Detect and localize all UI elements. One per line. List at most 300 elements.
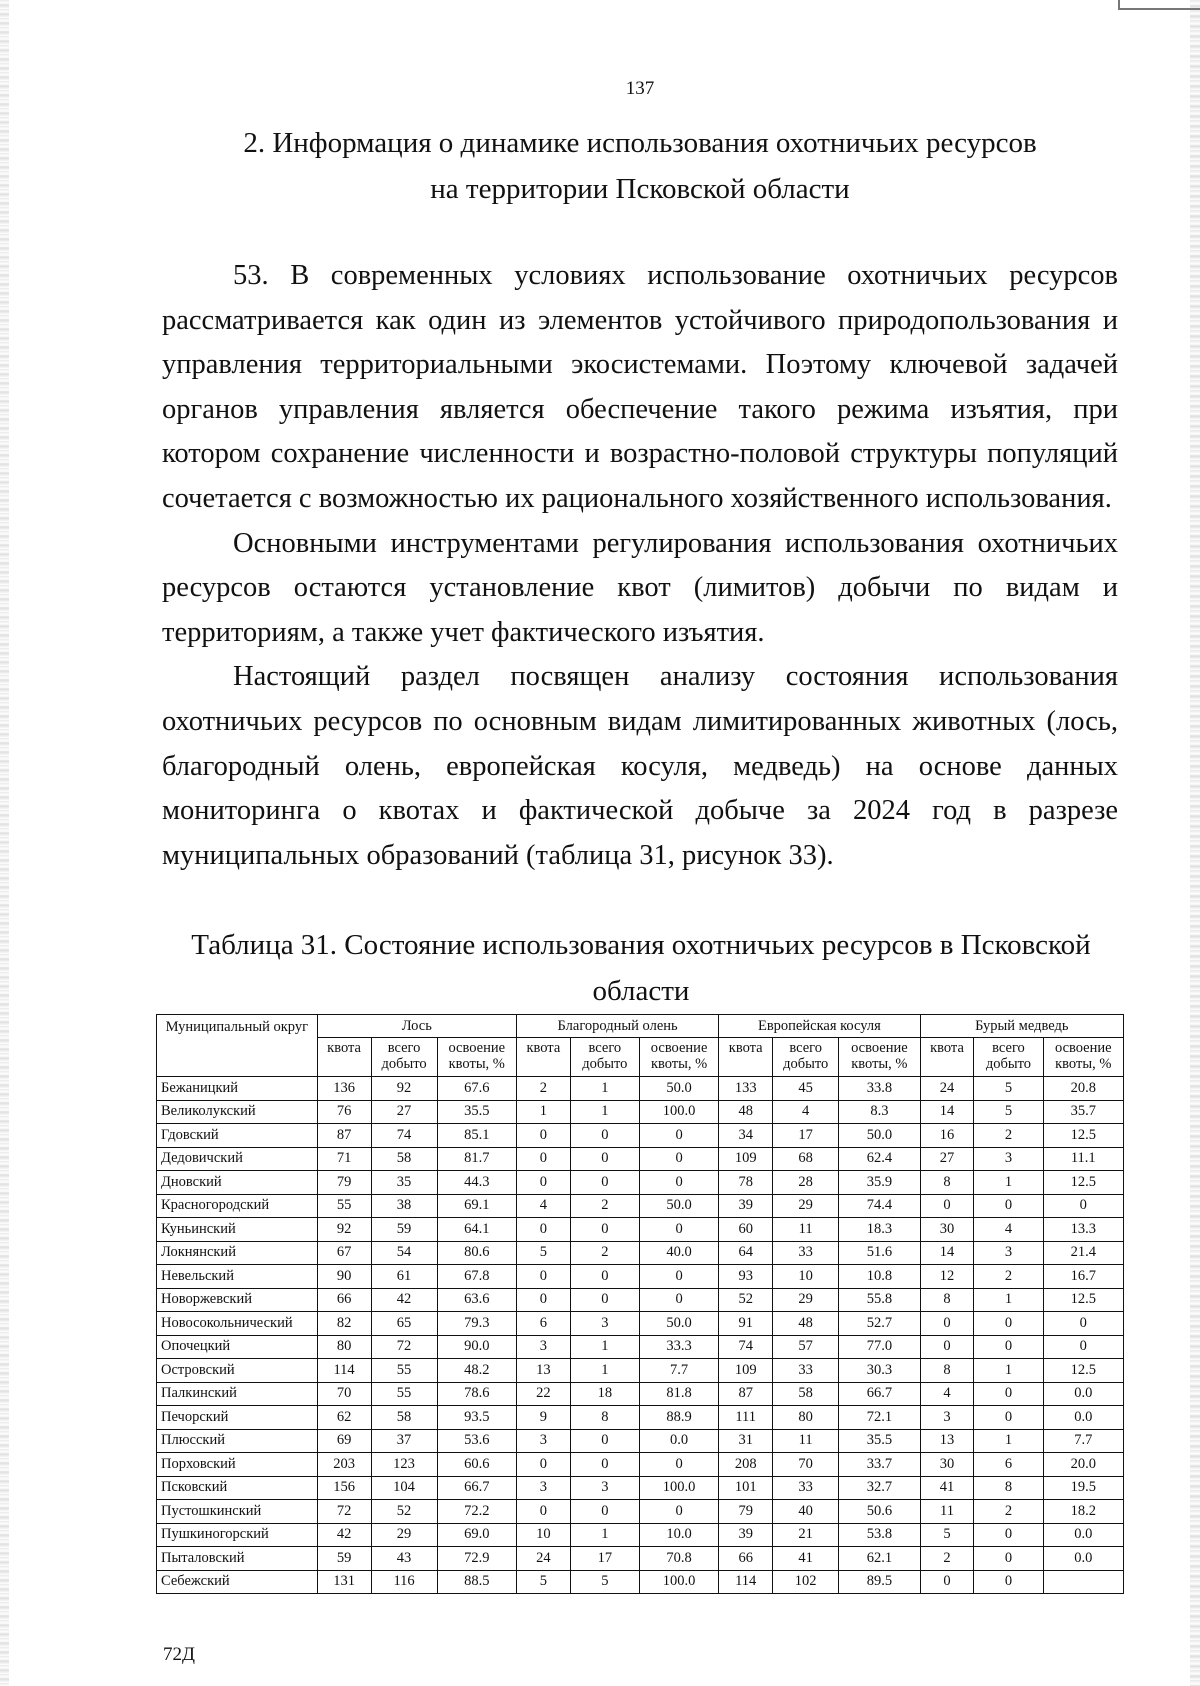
municipality-name: Пустошкинский: [157, 1500, 318, 1524]
table-row: [157, 1406, 1124, 1430]
municipality-name: Печорский: [157, 1406, 318, 1430]
table-cell: 12.5: [1043, 1171, 1123, 1195]
table-cell: 72: [371, 1335, 437, 1359]
municipality-name: Дедовичский: [157, 1147, 318, 1171]
municipality-name: Пушкиногорский: [157, 1523, 318, 1547]
table-cell: 55: [317, 1194, 371, 1218]
table-cell: 66.7: [437, 1476, 516, 1500]
table-row: [157, 1359, 1124, 1383]
table-cell: 104: [371, 1476, 437, 1500]
municipality-name: Себежский: [157, 1570, 318, 1594]
table-cell: 65: [371, 1312, 437, 1336]
table-cell: 38: [371, 1194, 437, 1218]
table-cell: 5: [920, 1523, 974, 1547]
table-row: [157, 1124, 1124, 1148]
table-cell: 14: [920, 1241, 974, 1265]
table-cell: 109: [719, 1147, 773, 1171]
table-cell: 82: [317, 1312, 371, 1336]
column-header-harvested: всего добыто: [773, 1038, 839, 1077]
table-cell: 74: [719, 1335, 773, 1359]
table-cell: 67.8: [437, 1265, 516, 1289]
table-cell: 55.8: [839, 1288, 920, 1312]
table-cell: 2: [974, 1265, 1043, 1289]
table-cell: 10: [773, 1265, 839, 1289]
table-cell: 66.7: [839, 1382, 920, 1406]
municipality-name: Гдовский: [157, 1124, 318, 1148]
table-cell: 0: [570, 1171, 639, 1195]
group-header-red-deer: Благородный олень: [516, 1015, 718, 1038]
table-cell: 4: [773, 1100, 839, 1124]
municipality-name: Локнянский: [157, 1241, 318, 1265]
column-header-harvested: всего добыто: [371, 1038, 437, 1077]
table-cell: 68: [773, 1147, 839, 1171]
table-cell: 79: [719, 1500, 773, 1524]
table-cell: 51.6: [839, 1241, 920, 1265]
table-cell: 33: [773, 1241, 839, 1265]
municipality-name: Новоржевский: [157, 1288, 318, 1312]
table-cell: 8: [974, 1476, 1043, 1500]
table-row: [157, 1312, 1124, 1336]
municipality-name: Куньинский: [157, 1218, 318, 1242]
table-cell: 27: [920, 1147, 974, 1171]
table-cell: 0: [639, 1453, 718, 1477]
table-cell: 0: [516, 1265, 570, 1289]
table-cell: 39: [719, 1523, 773, 1547]
table-cell: 8.3: [839, 1100, 920, 1124]
table-cell: 0: [570, 1218, 639, 1242]
table-cell: 62.4: [839, 1147, 920, 1171]
table-cell: 0: [920, 1570, 974, 1594]
table-cell: 24: [920, 1077, 974, 1101]
table-cell: 45: [773, 1077, 839, 1101]
column-header-quota: квота: [719, 1038, 773, 1077]
table-row: [157, 1476, 1124, 1500]
table-cell: 133: [719, 1077, 773, 1101]
table-cell: 131: [317, 1570, 371, 1594]
table-cell: 89.5: [839, 1570, 920, 1594]
table-cell: 87: [719, 1382, 773, 1406]
table-cell: 11: [920, 1500, 974, 1524]
table-cell: 0: [570, 1124, 639, 1148]
table-cell: 11.1: [1043, 1147, 1123, 1171]
municipality-name: Великолукский: [157, 1100, 318, 1124]
table-cell: 5: [570, 1570, 639, 1594]
table-cell: 70: [317, 1382, 371, 1406]
table-cell: 0: [516, 1453, 570, 1477]
municipality-name: Невельский: [157, 1265, 318, 1289]
table-cell: 42: [317, 1523, 371, 1547]
scan-edge-right: [1190, 0, 1200, 1686]
table-cell: 74: [371, 1124, 437, 1148]
table-cell: 50.0: [639, 1312, 718, 1336]
table-cell: 16.7: [1043, 1265, 1123, 1289]
table-cell: 35.5: [839, 1429, 920, 1453]
table-cell: 58: [371, 1147, 437, 1171]
table-cell: 53.6: [437, 1429, 516, 1453]
table-cell: 208: [719, 1453, 773, 1477]
table-cell: 29: [371, 1523, 437, 1547]
table-cell: 1: [974, 1429, 1043, 1453]
table-cell: 72: [317, 1500, 371, 1524]
table-cell: 3: [570, 1312, 639, 1336]
table-cell: 33.7: [839, 1453, 920, 1477]
table-cell: 27: [371, 1100, 437, 1124]
table-cell: 5: [516, 1241, 570, 1265]
table-cell: 0: [516, 1147, 570, 1171]
table-cell: 0.0: [639, 1429, 718, 1453]
table-cell: 17: [570, 1547, 639, 1571]
table-cell: 13: [516, 1359, 570, 1383]
municipality-name: Порховский: [157, 1453, 318, 1477]
table-cell: 90.0: [437, 1335, 516, 1359]
table-cell: 3: [570, 1476, 639, 1500]
table-cell: 31: [719, 1429, 773, 1453]
table-cell: 16: [920, 1124, 974, 1148]
table-cell: 67: [317, 1241, 371, 1265]
table-cell: 88.9: [639, 1406, 718, 1430]
table-cell: 39: [719, 1194, 773, 1218]
table-cell: 34: [719, 1124, 773, 1148]
table-cell: 21: [773, 1523, 839, 1547]
table-cell: 21.4: [1043, 1241, 1123, 1265]
column-header-quota: квота: [920, 1038, 974, 1077]
table-cell: 64: [719, 1241, 773, 1265]
table-cell: 72.1: [839, 1406, 920, 1430]
table-row: [157, 1194, 1124, 1218]
table-row: [157, 1547, 1124, 1571]
table-cell: 32.7: [839, 1476, 920, 1500]
table-cell: 60.6: [437, 1453, 516, 1477]
hunting-resources-table: [156, 1014, 1124, 1594]
table-cell: 0: [920, 1335, 974, 1359]
municipality-name: Плюсский: [157, 1429, 318, 1453]
table-cell: 5: [974, 1100, 1043, 1124]
table-cell: 10: [516, 1523, 570, 1547]
column-header-quota: квота: [317, 1038, 371, 1077]
table-cell: 63.6: [437, 1288, 516, 1312]
table-cell: 35.5: [437, 1100, 516, 1124]
section-heading: [160, 120, 1120, 212]
table-cell: 0.0: [1043, 1406, 1123, 1430]
table-cell: 100.0: [639, 1476, 718, 1500]
table-cell: 18: [570, 1382, 639, 1406]
table-cell: 1: [974, 1171, 1043, 1195]
table-row: [157, 1241, 1124, 1265]
table-cell: 1: [570, 1523, 639, 1547]
table-cell: 0: [974, 1382, 1043, 1406]
table-cell: 59: [317, 1547, 371, 1571]
table-cell: 18.2: [1043, 1500, 1123, 1524]
table-cell: 41: [773, 1547, 839, 1571]
column-header-quota-use: освоение квоты, %: [639, 1038, 718, 1077]
table-cell: 111: [719, 1406, 773, 1430]
table-cell: 48.2: [437, 1359, 516, 1383]
table-cell: 67.6: [437, 1077, 516, 1101]
table-cell: 33: [773, 1476, 839, 1500]
table-cell: 0: [1043, 1194, 1123, 1218]
table-cell: 7.7: [639, 1359, 718, 1383]
table-cell: [1043, 1570, 1123, 1594]
table-cell: 3: [516, 1476, 570, 1500]
table-row: [157, 1147, 1124, 1171]
table-cell: 40.0: [639, 1241, 718, 1265]
table-cell: 114: [719, 1570, 773, 1594]
table-caption: [160, 922, 1122, 1014]
table-cell: 0: [639, 1265, 718, 1289]
table-cell: 76: [317, 1100, 371, 1124]
table-cell: 20.8: [1043, 1077, 1123, 1101]
table-cell: 70.8: [639, 1547, 718, 1571]
table-cell: 3: [974, 1147, 1043, 1171]
table-cell: 0.0: [1043, 1523, 1123, 1547]
table-cell: 74.4: [839, 1194, 920, 1218]
table-cell: 80: [773, 1406, 839, 1430]
column-header-quota-use: освоение квоты, %: [1043, 1038, 1123, 1077]
table-cell: 0: [570, 1453, 639, 1477]
section-heading-line-1: 2. Информация о динамике использования охотничьих ресурсов: [243, 127, 1037, 159]
municipality-name: Пыталовский: [157, 1547, 318, 1571]
table-row: [157, 1429, 1124, 1453]
table-cell: 3: [516, 1429, 570, 1453]
table-cell: 101: [719, 1476, 773, 1500]
footer-code: 72Д: [163, 1644, 195, 1665]
table-cell: 2: [516, 1077, 570, 1101]
table-cell: 69.0: [437, 1523, 516, 1547]
table-row: [157, 1100, 1124, 1124]
column-header-harvested: всего добыто: [570, 1038, 639, 1077]
table-row: [157, 1500, 1124, 1524]
table-cell: 0: [974, 1406, 1043, 1430]
table-cell: 20.0: [1043, 1453, 1123, 1477]
table-cell: 59: [371, 1218, 437, 1242]
paragraph-53: 53. В современных условиях использование охотничьих ресурсов рассматривается как один из элементов устойчивого природопользования и управления территориальными экосистемами. Поэтому ключевой задачей органов управления является обеспечение такого режима изъятия, при котором сохранение численности и возрастно-половой структуры популяций сочетается с возможностью их рационального хозяйственного использования.: [162, 260, 1118, 514]
table-cell: 35.7: [1043, 1100, 1123, 1124]
column-header-harvested: всего добыто: [974, 1038, 1043, 1077]
table-cell: 0: [1043, 1335, 1123, 1359]
table-row: [157, 1171, 1124, 1195]
table-cell: 4: [974, 1218, 1043, 1242]
table-cell: 1: [974, 1288, 1043, 1312]
table-cell: 0: [974, 1312, 1043, 1336]
municipality-name: Дновский: [157, 1171, 318, 1195]
table-cell: 81.7: [437, 1147, 516, 1171]
table-cell: 2: [974, 1500, 1043, 1524]
table-row: [157, 1335, 1124, 1359]
table-cell: 13.3: [1043, 1218, 1123, 1242]
table-cell: 3: [516, 1335, 570, 1359]
table-cell: 1: [570, 1359, 639, 1383]
table-cell: 156: [317, 1476, 371, 1500]
table-cell: 0: [516, 1171, 570, 1195]
table-cell: 0: [516, 1218, 570, 1242]
table-cell: 0: [974, 1335, 1043, 1359]
table-cell: 66: [719, 1547, 773, 1571]
table-cell: 90: [317, 1265, 371, 1289]
table-cell: 79.3: [437, 1312, 516, 1336]
table-cell: 37: [371, 1429, 437, 1453]
table-cell: 8: [920, 1288, 974, 1312]
table-cell: 71: [317, 1147, 371, 1171]
table-cell: 29: [773, 1288, 839, 1312]
table-cell: 19.5: [1043, 1476, 1123, 1500]
table-cell: 61: [371, 1265, 437, 1289]
column-header-quota: квота: [516, 1038, 570, 1077]
group-header-brown-bear: Бурый медведь: [920, 1015, 1123, 1038]
table-cell: 0: [570, 1147, 639, 1171]
table-cell: 40: [773, 1500, 839, 1524]
table-cell: 0: [570, 1288, 639, 1312]
table-cell: 33.3: [639, 1335, 718, 1359]
table-cell: 2: [570, 1241, 639, 1265]
table-caption-line-2: области: [592, 975, 690, 1007]
table-cell: 0: [639, 1171, 718, 1195]
municipality-name: Псковский: [157, 1476, 318, 1500]
municipality-name: Опочецкий: [157, 1335, 318, 1359]
table-cell: 10.0: [639, 1523, 718, 1547]
table-cell: 0: [920, 1312, 974, 1336]
table-cell: 0.0: [1043, 1547, 1123, 1571]
scan-edge-left: [0, 0, 9, 1686]
body-text: [162, 254, 1118, 878]
table-cell: 30: [920, 1218, 974, 1242]
table-cell: 53.8: [839, 1523, 920, 1547]
table-cell: 102: [773, 1570, 839, 1594]
table-cell: 3: [920, 1406, 974, 1430]
paragraph-section-scope: Настоящий раздел посвящен анализу состояния использования охотничьих ресурсов по основным видам лимитированных животных (лось, благородный олень, европейская косуля, медведь) на основе данных мониторинга о квотах и фактической добыче за 2024 год в разрезе муниципальных образований (таблица 31, рисунок 33).: [162, 661, 1118, 871]
table-cell: 69: [317, 1429, 371, 1453]
table-cell: 62: [317, 1406, 371, 1430]
table-cell: 3: [974, 1241, 1043, 1265]
table-cell: 4: [516, 1194, 570, 1218]
table-cell: 62.1: [839, 1547, 920, 1571]
table-cell: 5: [516, 1570, 570, 1594]
table-cell: 33: [773, 1359, 839, 1383]
table-cell: 7.7: [1043, 1429, 1123, 1453]
table-cell: 0: [920, 1194, 974, 1218]
table-cell: 109: [719, 1359, 773, 1383]
table-cell: 57: [773, 1335, 839, 1359]
table-cell: 1: [516, 1100, 570, 1124]
table-cell: 12.5: [1043, 1288, 1123, 1312]
table-cell: 87: [317, 1124, 371, 1148]
table-cell: 0: [639, 1124, 718, 1148]
table-cell: 12.5: [1043, 1359, 1123, 1383]
table-cell: 1: [570, 1077, 639, 1101]
table-cell: 114: [317, 1359, 371, 1383]
table-cell: 100.0: [639, 1570, 718, 1594]
table-cell: 58: [371, 1406, 437, 1430]
table-cell: 0: [974, 1547, 1043, 1571]
table-cell: 55: [371, 1359, 437, 1383]
table-cell: 92: [371, 1077, 437, 1101]
table-cell: 12: [920, 1265, 974, 1289]
table-cell: 22: [516, 1382, 570, 1406]
table-cell: 91: [719, 1312, 773, 1336]
table-cell: 5: [974, 1077, 1043, 1101]
table-row: [157, 1077, 1124, 1101]
table-cell: 0: [516, 1500, 570, 1524]
table-cell: 17: [773, 1124, 839, 1148]
table-cell: 1: [974, 1359, 1043, 1383]
table-cell: 203: [317, 1453, 371, 1477]
table-cell: 92: [317, 1218, 371, 1242]
table-cell: 50.0: [639, 1077, 718, 1101]
table-cell: 50.0: [639, 1194, 718, 1218]
table-cell: 6: [516, 1312, 570, 1336]
table-cell: 54: [371, 1241, 437, 1265]
table-cell: 72.9: [437, 1547, 516, 1571]
table-cell: 116: [371, 1570, 437, 1594]
table-cell: 0: [570, 1500, 639, 1524]
table-cell: 0: [1043, 1312, 1123, 1336]
table-cell: 77.0: [839, 1335, 920, 1359]
table-cell: 0: [570, 1429, 639, 1453]
table-cell: 0: [516, 1124, 570, 1148]
table-row: [157, 1288, 1124, 1312]
table-cell: 41: [920, 1476, 974, 1500]
table-row: [157, 1218, 1124, 1242]
table-cell: 10.8: [839, 1265, 920, 1289]
municipality-name: Новосокольнический: [157, 1312, 318, 1336]
table-cell: 35.9: [839, 1171, 920, 1195]
table-cell: 4: [920, 1382, 974, 1406]
table-cell: 11: [773, 1429, 839, 1453]
table-cell: 8: [920, 1359, 974, 1383]
table-cell: 52: [719, 1288, 773, 1312]
table-row: [157, 1570, 1124, 1594]
table-cell: 78: [719, 1171, 773, 1195]
paragraph-instruments: Основными инструментами регулирования использования охотничьих ресурсов остаются установление квот (лимитов) добычи по видам и территориям, а также учет фактического изъятия.: [162, 527, 1118, 648]
table-cell: 0: [639, 1288, 718, 1312]
scan-corner-mark: [1118, 0, 1200, 10]
table-cell: 52: [371, 1500, 437, 1524]
table-row: [157, 1523, 1124, 1547]
table-cell: 18.3: [839, 1218, 920, 1242]
table-cell: 14: [920, 1100, 974, 1124]
table-cell: 60: [719, 1218, 773, 1242]
municipality-name: Красногородский: [157, 1194, 318, 1218]
table-cell: 0: [639, 1500, 718, 1524]
table-cell: 24: [516, 1547, 570, 1571]
table-caption-line-1: Таблица 31. Состояние использования охотничьих ресурсов в Псковской: [191, 929, 1091, 961]
table-cell: 50.0: [839, 1124, 920, 1148]
column-header-quota-use: освоение квоты, %: [437, 1038, 516, 1077]
municipality-name: Бежаницкий: [157, 1077, 318, 1101]
table-cell: 0: [639, 1218, 718, 1242]
table-cell: 11: [773, 1218, 839, 1242]
table-cell: 81.8: [639, 1382, 718, 1406]
table-cell: 100.0: [639, 1100, 718, 1124]
table-cell: 58: [773, 1382, 839, 1406]
table-cell: 30: [920, 1453, 974, 1477]
table-cell: 48: [773, 1312, 839, 1336]
table-cell: 8: [920, 1171, 974, 1195]
group-header-elk: Лось: [317, 1015, 516, 1038]
table-cell: 33.8: [839, 1077, 920, 1101]
table-row: [157, 1453, 1124, 1477]
table-cell: 30.3: [839, 1359, 920, 1383]
column-header-municipality: Муниципальный округ: [157, 1015, 318, 1077]
table-cell: 35: [371, 1171, 437, 1195]
table-cell: 64.1: [437, 1218, 516, 1242]
group-header-roe-deer: Европейская косуля: [719, 1015, 920, 1038]
table-cell: 80: [317, 1335, 371, 1359]
table-cell: 0: [974, 1194, 1043, 1218]
table-cell: 28: [773, 1171, 839, 1195]
table-cell: 70: [773, 1453, 839, 1477]
table-cell: 1: [570, 1335, 639, 1359]
table-cell: 55: [371, 1382, 437, 1406]
